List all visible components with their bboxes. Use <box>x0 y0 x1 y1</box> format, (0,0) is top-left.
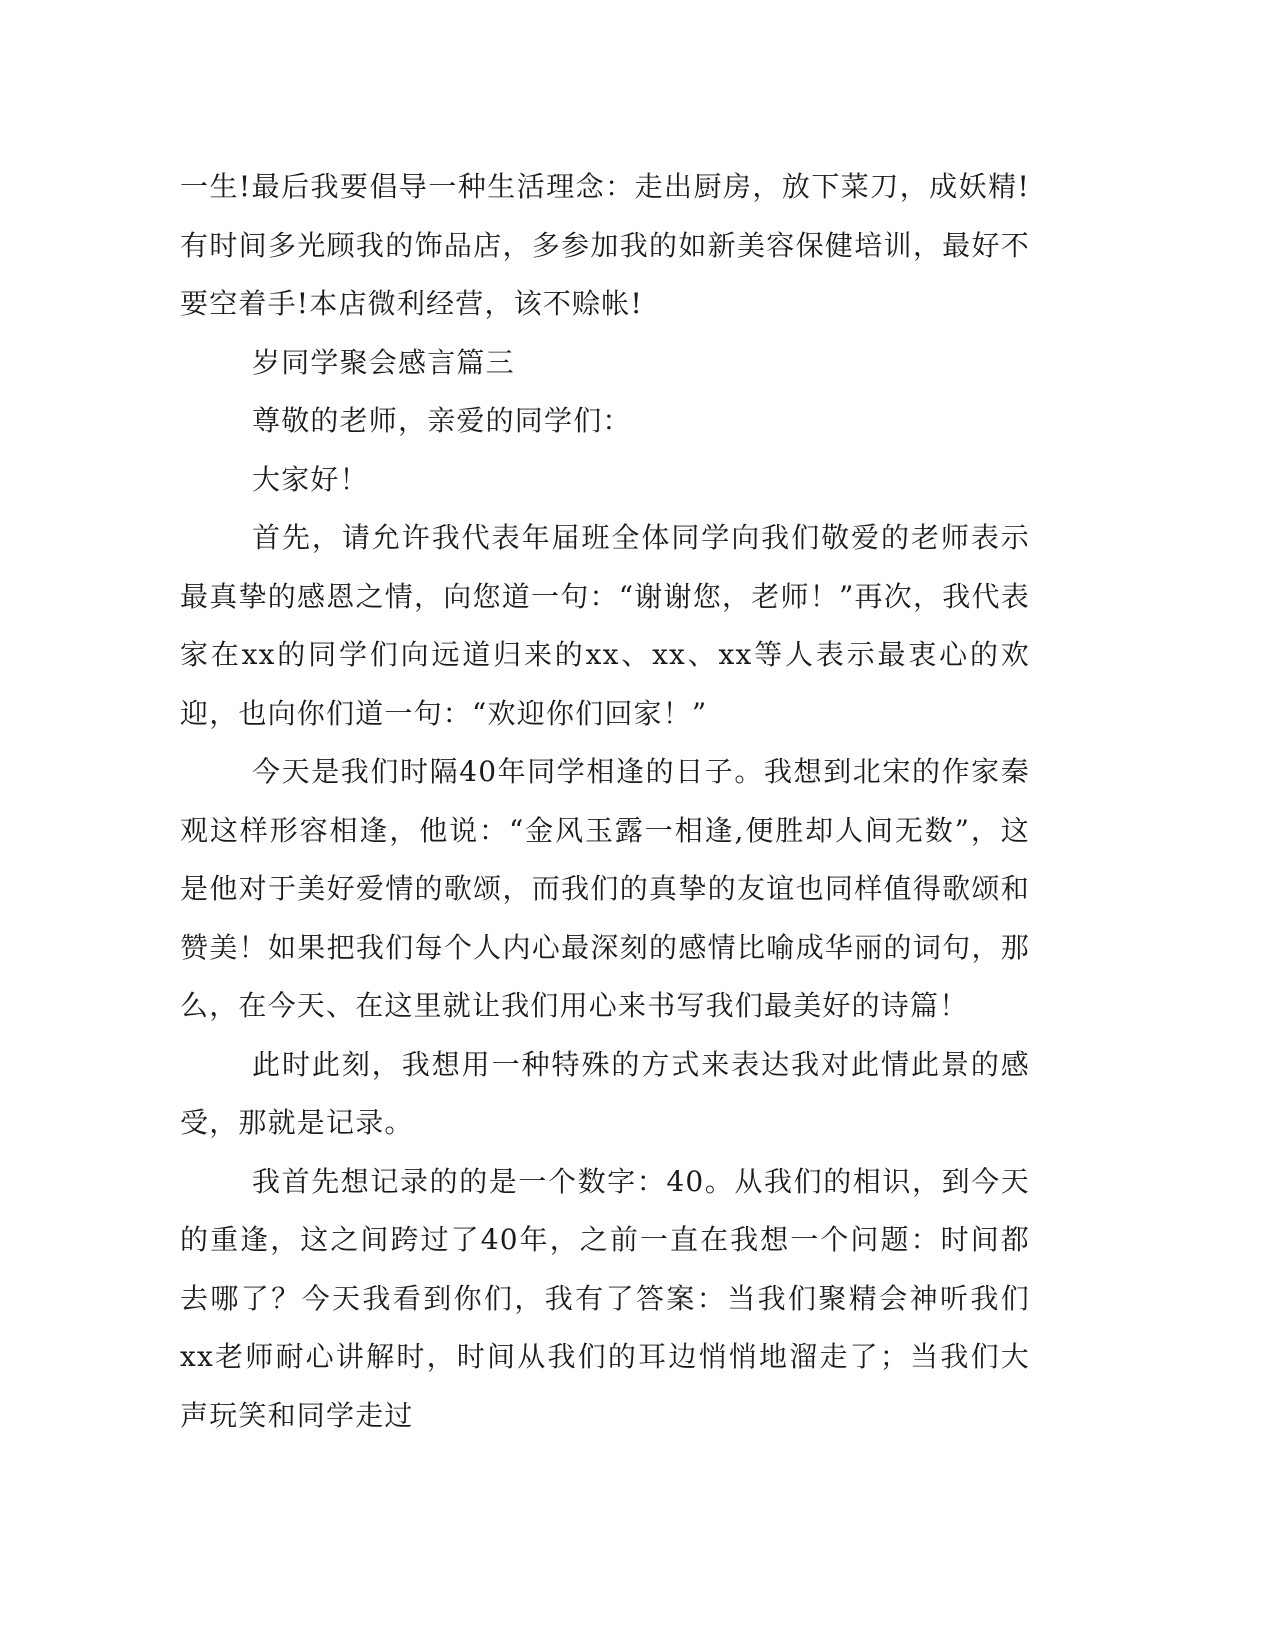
salutation: 尊敬的老师，亲爱的同学们： <box>252 404 632 437</box>
paragraph-reunion: 今天是我们时隔40年同学相逢的日子。我想到北宋的作家秦观这样形容相逢，他说：“金风玉露一相逢,便胜却人间无数”，这是他对于美好爱情的歌颂，而我们的真挚的友谊也同样值得歌颂和赞美！如果把我们每个人内心最深刻的感情比喻成华丽的词句，那么，在今天、在这里就让我们用心来书写我们最美好的诗篇！ <box>180 755 1030 1022</box>
paragraph-record: 此时此刻，我想用一种特殊的方式来表达我对此情此景的感受，那就是记录。 <box>180 1047 1030 1139</box>
document-body <box>180 158 1030 1445</box>
greeting: 大家好！ <box>252 462 369 496</box>
paragraph-1: 一生!最后我要倡导一种生活理念：走出厨房，放下菜刀，成妖精!有时间多光顾我的饰品店，多参加我的如新美容保健培训，最好不要空着手!本店微利经营，该不赊帐! <box>180 170 1030 320</box>
paragraph-number: 我首先想记录的的是一个数字：40。从我们的相识，到今天的重逢，这之间跨过了40年，之前一直在我想一个问题：时间都去哪了？今天我看到你们，我有了答案：当我们聚精会神听我们xx老师耐心讲解时，时间从我们的耳边悄悄地溜走了；当我们大声玩笑和同学走过 <box>180 1164 1030 1432</box>
section-heading: 岁同学聚会感言篇三 <box>252 345 515 379</box>
paragraph-thanks: 首先，请允许我代表年届班全体同学向我们敬爱的老师表示最真挚的感恩之情，向您道一句：“谢谢您，老师！”再次，我代表家在xx的同学们向远道归来的xx、xx、xx等人表示最衷心的欢迎，也向你们道一句：“欢迎你们回家！” <box>180 521 1030 730</box>
